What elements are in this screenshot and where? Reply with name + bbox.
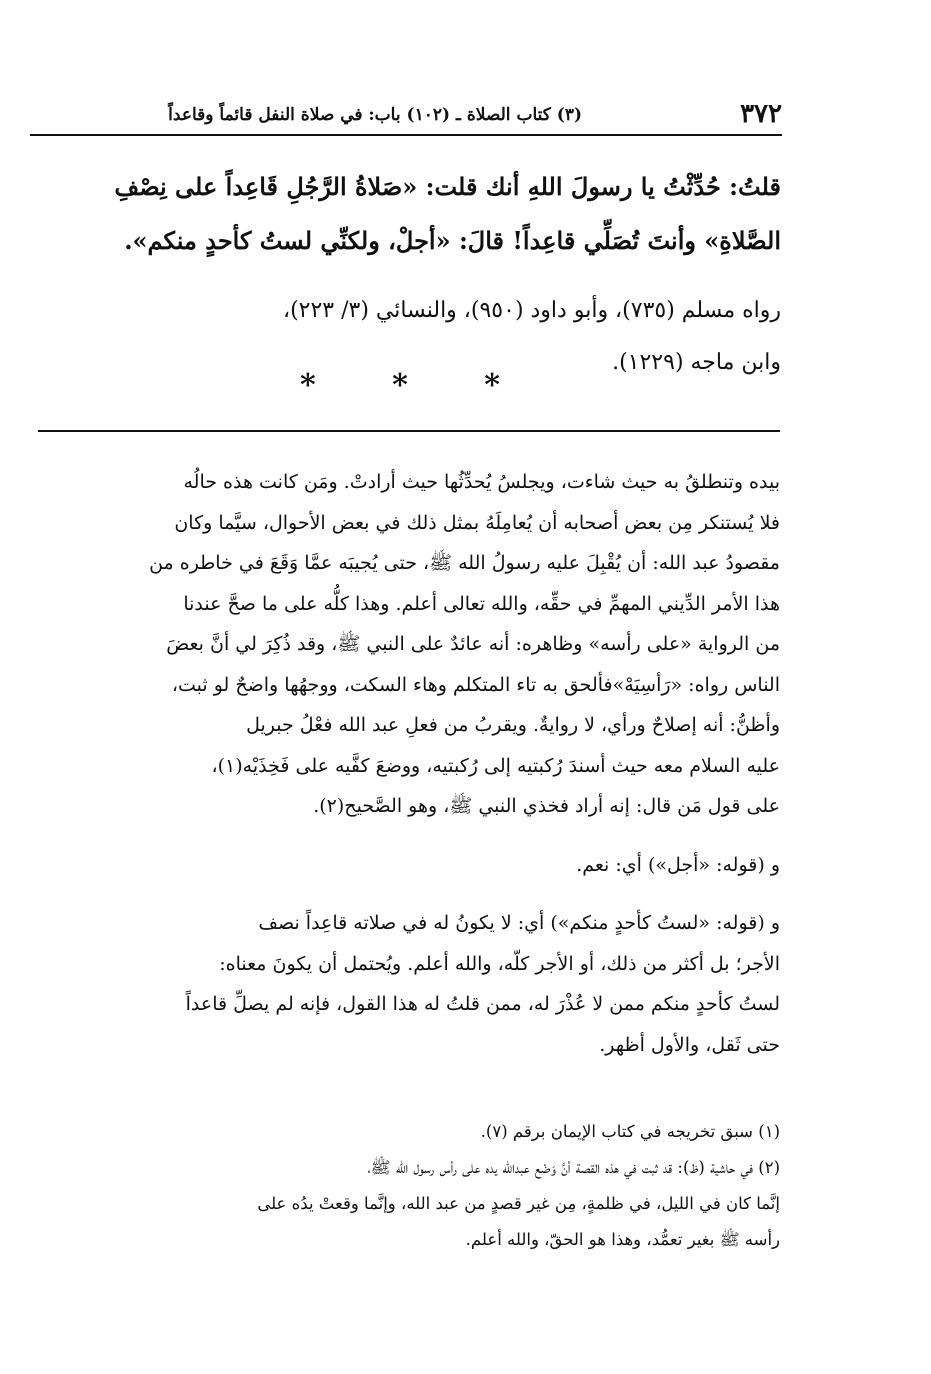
- footnote-2-line: (٢) في حاشية (ظ): قد ثبت في هذه القصة أنَّ وَضْع عبدالله يده على رأس رسول الله ﷺ،: [367, 1158, 780, 1177]
- separator-star: *: [300, 368, 316, 403]
- page-number: ٣٧٢: [740, 99, 782, 129]
- commentary-line: الأجر؛ بل أكثر من ذلك، أو الأجر كلّه، والله أعلم. ويُحتمل أن يكونَ معناه:: [219, 952, 780, 975]
- commentary-line: و (قوله: «لستُ كأحدٍ منكم») أي: لا يكونُ له في صلاته قاعِداً نصف: [258, 912, 780, 934]
- commentary-line: من الرواية «على رأسه» وظاهره: أنه عائدٌ على النبي ﷺ، وقد ذُكِرَ لي أنَّ بعضَ: [166, 633, 780, 655]
- commentary: [38, 462, 780, 1065]
- source-line: وابن ماجه (١٢٢٩).: [612, 350, 781, 375]
- separator-star: *: [392, 368, 408, 403]
- source-line: رواه مسلم (٧٣٥)، وأبو داود (٩٥٠)، والنسائي (٣/ ٢٢٣)،: [282, 298, 781, 323]
- commentary-paragraph-ajal: و (قوله: «أجل») أي: نعم.: [576, 853, 780, 876]
- section-rule: [38, 430, 780, 432]
- footnote-1: (١) سبق تخريجه في كتاب الإيمان برقم (٧).: [480, 1122, 780, 1141]
- commentary-line: هذا الأمر الدِّيني المهمِّ في حقِّه، والله تعالى أعلم. وهذا كلُّه على ما صحَّ عندنا: [183, 592, 780, 615]
- hadith-text: [41, 160, 781, 268]
- commentary-line: فلا يُستنكر مِن بعض أصحابه أن يُعامِلَهُ بمثل ذلك في بعض الأحوال، سيَّما وكان: [174, 511, 780, 534]
- commentary-line: عليه السلام معه حيث أسندَ رُكبتيه إلى رُكبتيه، ووضعَ كفَّيه على فَخِذَيْه(١)،: [211, 754, 780, 777]
- commentary-line: مقصودُ عبد الله: أن يُقْبِلَ عليه رسولُ الله ﷺ، حتى يُجيبَه عمَّا وَقَعَ في خاطره من: [149, 552, 780, 574]
- commentary-line: حتى ثَقل، والأول أظهر.: [599, 1033, 780, 1056]
- running-head: (٣) كتاب الصلاة ـ (١٠٢) باب: في صلاة النفل قائماً وقاعداً: [168, 105, 582, 125]
- commentary-line: على قول مَن قال: إنه أراد فخذي النبي ﷺ، وهو الصَّحيح(٢).: [313, 795, 780, 817]
- footnotes: [38, 1114, 780, 1258]
- footnote-2-line: إنَّما كان في الليل، في ظلمةٍ، مِن غير قصدٍ من عبد الله، وإنَّما وقعتْ يدُه على: [257, 1194, 780, 1213]
- commentary-line: لستُ كأحدٍ منكم ممن لا عُذْرَ له، ممن قلتُ له هذا القول، فإنه لم يصلِّ قاعداً: [185, 993, 780, 1015]
- separator-star: *: [484, 368, 500, 403]
- header-rule: [30, 134, 782, 136]
- hadith-line: الصَّلاةِ» وأنتَ تُصَلِّي قاعِداً! قالَ: «أجلْ، ولكنِّي لستُ كأحدٍ منكم».: [124, 226, 781, 255]
- commentary-line: الناس رواه: «رَأسِيَهْ»فألحق به تاء المتكلم وهاء السكت، ووجهُها واضحٌ لو ثبت،: [171, 673, 780, 696]
- page-header: [30, 96, 782, 132]
- hadith-line: قلتُ: حُدِّثْتُ يا رسولَ اللهِ أنك قلت: «صَلاةُ الرَّجُلِ قَاعِداً على نِصْفِ: [114, 172, 781, 201]
- commentary-line: وأظنُّ: أنه إصلاحٌ ورأي، لا روايةٌ. ويقربُ من فعلِ عبد الله فعْلُ جبريل: [246, 714, 780, 736]
- footnote-2-line: رأسه ﷺ بغير تعمُّد، وهذا هو الحقّ، والله أعلم.: [465, 1230, 780, 1249]
- commentary-line: بيده وتنطلقُ به حيث شاءت، ويجلسُ يُحدِّثُها حيث أرادتْ. ومَن كانت هذه حالُه: [183, 471, 780, 493]
- section-separator: [300, 368, 500, 403]
